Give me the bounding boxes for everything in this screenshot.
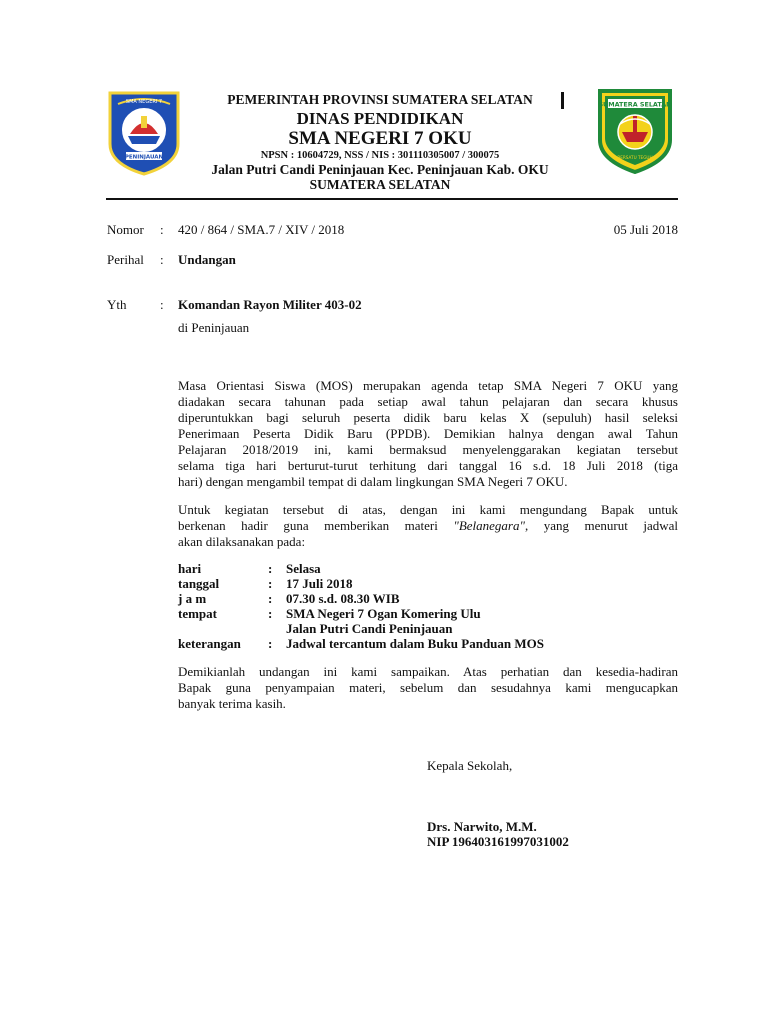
paragraph-closing: [178, 664, 678, 712]
paragraph-line: Untuk kegiatan tersebut di atas, dengan ini kami mengundang Bapak untuk: [178, 502, 678, 517]
province-emblem-logo: [596, 88, 674, 174]
letterhead-government: PEMERINTAH PROVINSI SUMATERA SELATAN: [227, 92, 533, 107]
schedule-jam-value: 07.30 s.d. 08.30 WIB: [286, 591, 400, 606]
letterhead-cursor-bar: [561, 92, 564, 109]
paragraph-line: Bapak guna penyampaian materi, sebelum dan sesudahnya kami mengucapkan: [178, 680, 678, 695]
paragraph-line: Penerimaan Peserta Didik Baru (PPDB). Demikian halnya dengan awal Tahun: [178, 426, 678, 441]
paragraph-line: selama tiga hari berturut-turut terhitung dari tanggal 16 s.d. 18 Juli 2018 (tiga: [178, 458, 678, 473]
paragraph-line: hari) dengan mengambil tempat di dalam lingkungan SMA Negeri 7 OKU.: [178, 474, 568, 489]
schedule-keterangan-value: Jadwal tercantum dalam Buku Panduan MOS: [286, 636, 545, 651]
schedule-hari-key: hari: [178, 561, 202, 576]
letterhead-school-name: SMA NEGERI 7 OKU: [288, 128, 472, 149]
paragraph-line: Masa Orientasi Siswa (MOS) merupakan agenda tetap SMA Negeri 7 OKU yang: [178, 378, 678, 393]
schedule-colon: :: [268, 576, 273, 591]
schedule-hari-value: Selasa: [286, 561, 321, 576]
schedule-tanggal-value: 17 Juli 2018: [286, 576, 353, 591]
left-logo-subtext: PENINJAUAN: [124, 154, 164, 161]
schedule-colon: :: [268, 561, 273, 576]
paragraph-line: diadakan secara tahunan pada setiap awal tahun pelajaran dan secara khusus: [178, 394, 678, 409]
signature-nip: NIP 196403161997031002: [427, 834, 569, 849]
paragraph-line: [178, 518, 678, 534]
letterhead-province: SUMATERA SELATAN: [309, 177, 451, 192]
paragraph-segment: berkenan hadir guna memberikan materi: [178, 518, 454, 533]
yth-label: Yth: [107, 297, 127, 312]
nomor-colon: :: [160, 222, 164, 237]
schedule-tempat-value-2: Jalan Putri Candi Peninjauan: [286, 621, 453, 636]
perihal-label: Perihal: [107, 252, 144, 267]
right-logo-text: SUMATERA SELATAN: [598, 100, 672, 109]
letterhead-address: Jalan Putri Candi Peninjauan Kec. Peninjauan Kab. OKU: [211, 162, 549, 177]
schedule-colon: :: [268, 606, 273, 621]
letterhead-divider: [106, 198, 678, 200]
schedule-tanggal-key: tanggal: [178, 576, 220, 591]
schedule-tempat-value-1: SMA Negeri 7 Ogan Komering Ulu: [286, 606, 481, 621]
signature-title: Kepala Sekolah,: [427, 758, 513, 773]
left-logo-text: SMA NEGERI 7: [125, 99, 163, 105]
yth-colon: :: [160, 297, 164, 312]
schedule-keterangan-key: keterangan: [178, 636, 241, 651]
perihal-colon: :: [160, 252, 164, 267]
material-title: "Belanegara": [453, 518, 525, 533]
nomor-label: Nomor: [107, 222, 144, 237]
right-logo-subtext: BERSATU TEGUH: [617, 155, 653, 160]
nomor-value: 420 / 864 / SMA.7 / XIV / 2018: [178, 222, 345, 237]
paragraph-segment: , yang menurut jadwal: [524, 518, 678, 533]
schedule-tempat-key: tempat: [178, 606, 217, 621]
perihal-value: Undangan: [178, 252, 236, 267]
paragraph-line: akan dilaksanakan pada:: [178, 534, 306, 549]
recipient-name: Komandan Rayon Militer 403-02: [178, 297, 362, 312]
paragraph-line: banyak terima kasih.: [178, 696, 286, 711]
letter-date: 05 Juli 2018: [613, 222, 678, 237]
letterhead-npsn: NPSN : 10604729, NSS / NIS : 301110305007 / 300075: [260, 150, 500, 161]
school-emblem-logo: [106, 90, 182, 176]
schedule-colon: :: [268, 591, 273, 606]
paragraph-line: Pelajaran 2018/2019 ini, kami bermaksud menyelenggarakan kegiatan tersebut: [178, 442, 678, 457]
schedule-colon: :: [268, 636, 273, 651]
recipient-location: di Peninjauan: [178, 320, 250, 335]
schedule-jam-key: j a m: [178, 591, 207, 606]
letterhead-department: DINAS PENDIDIKAN: [296, 109, 464, 128]
paragraph-intro: [178, 378, 678, 490]
signature-name: Drs. Narwito, M.M.: [427, 819, 537, 834]
paragraph-invitation: [178, 502, 678, 550]
paragraph-line: Demikianlah undangan ini kami sampaikan. Atas perhatian dan kesedia-hadiran: [178, 664, 678, 679]
paragraph-line: diperuntukkan bagi seluruh peserta didik baru kelas X (sepuluh) hasil seleksi: [178, 410, 678, 425]
